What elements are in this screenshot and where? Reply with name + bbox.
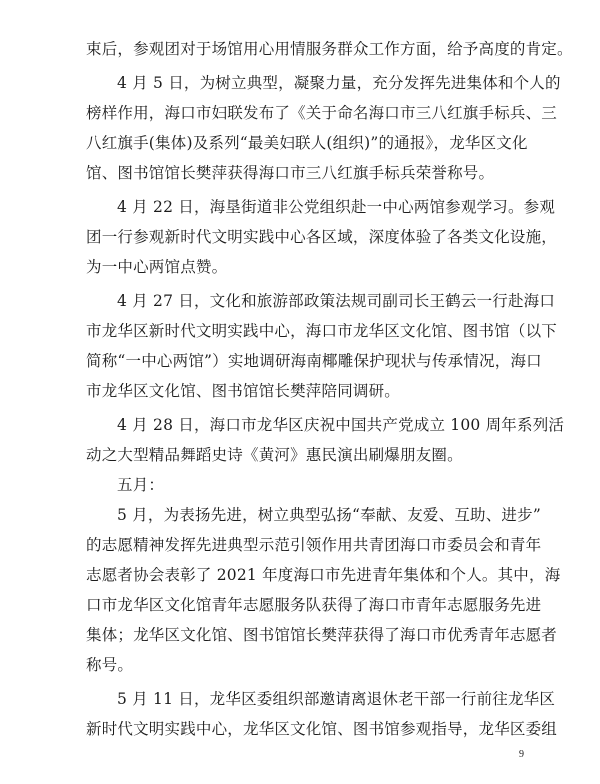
paragraph-first-line: 5 月，为表扬先进，树立典型弘扬“奉献、友爱、互助、进步” (117, 506, 541, 524)
paragraph-first-line: 4 月 28 日，海口市龙华区庆祝中国共产党成立 100 周年系列活 (117, 416, 565, 434)
text-line: 八红旗手(集体)及系列“最美妇联人(组织)”的通报》，龙华区文化 (86, 134, 528, 152)
paragraph-first-line: 4 月 27 日，文化和旅游部政策法规司副司长王鹤云一行赴海口 (117, 292, 556, 310)
section-heading: 五月： (117, 476, 165, 494)
paragraph-first-line: 4 月 22 日，海垦街道非公党组织赴一中心两馆参观学习。参观 (117, 198, 556, 216)
text-line: 志愿者协会表彰了 2021 年度海口市先进青年集体和个人。其中，海 (86, 566, 561, 584)
text-line: 为一中心两馆点赞。 (86, 258, 228, 276)
paragraph-first-line: 4 月 5 日，为树立典型，凝聚力量，充分发挥先进集体和个人的 (117, 74, 561, 92)
paragraph-first-line: 5 月 11 日，龙华区委组织部邀请离退休老干部一行前往龙华区 (117, 690, 556, 708)
text-line: 团一行参观新时代文明实践中心各区域，深度体验了各类文化设施， (86, 228, 558, 246)
body-text (86, 34, 573, 744)
text-line: 馆、图书馆馆长樊萍获得海口市三八红旗手标兵荣誉称号。 (86, 164, 495, 182)
text-line: 口市龙华区文化馆青年志愿服务队获得了海口市青年志愿服务先进 (86, 596, 542, 614)
text-line: 新时代文明实践中心，龙华区文化馆、图书馆参观指导，龙华区委组 (86, 720, 558, 738)
text-line: 集体；龙华区文化馆、图书馆馆长樊萍获得了海口市优秀青年志愿者 (86, 626, 558, 644)
text-line: 动之大型精品舞蹈史诗《黄河》惠民演出刷爆朋友圈。 (86, 446, 463, 464)
text-line: 的志愿精神发挥先进典型示范引领作用共青团海口市委员会和青年 (86, 536, 542, 554)
text-line: 市龙华区新时代文明实践中心，海口市龙华区文化馆、图书馆（以下 (86, 322, 558, 340)
page-number: 9 (519, 749, 524, 760)
text-line: 称号。 (86, 656, 134, 674)
text-line: 束后，参观团对于场馆用心用情服务群众工作方面，给予高度的肯定。 (86, 40, 573, 58)
text-line: 简称“一中心两馆”）实地调研海南椰雕保护现状与传承情况，海口 (86, 352, 542, 370)
text-line: 榜样作用，海口市妇联发布了《关于命名海口市三八红旗手标兵、三 (86, 104, 558, 122)
text-line: 市龙华区文化馆、图书馆馆长樊萍陪同调研。 (86, 382, 401, 400)
